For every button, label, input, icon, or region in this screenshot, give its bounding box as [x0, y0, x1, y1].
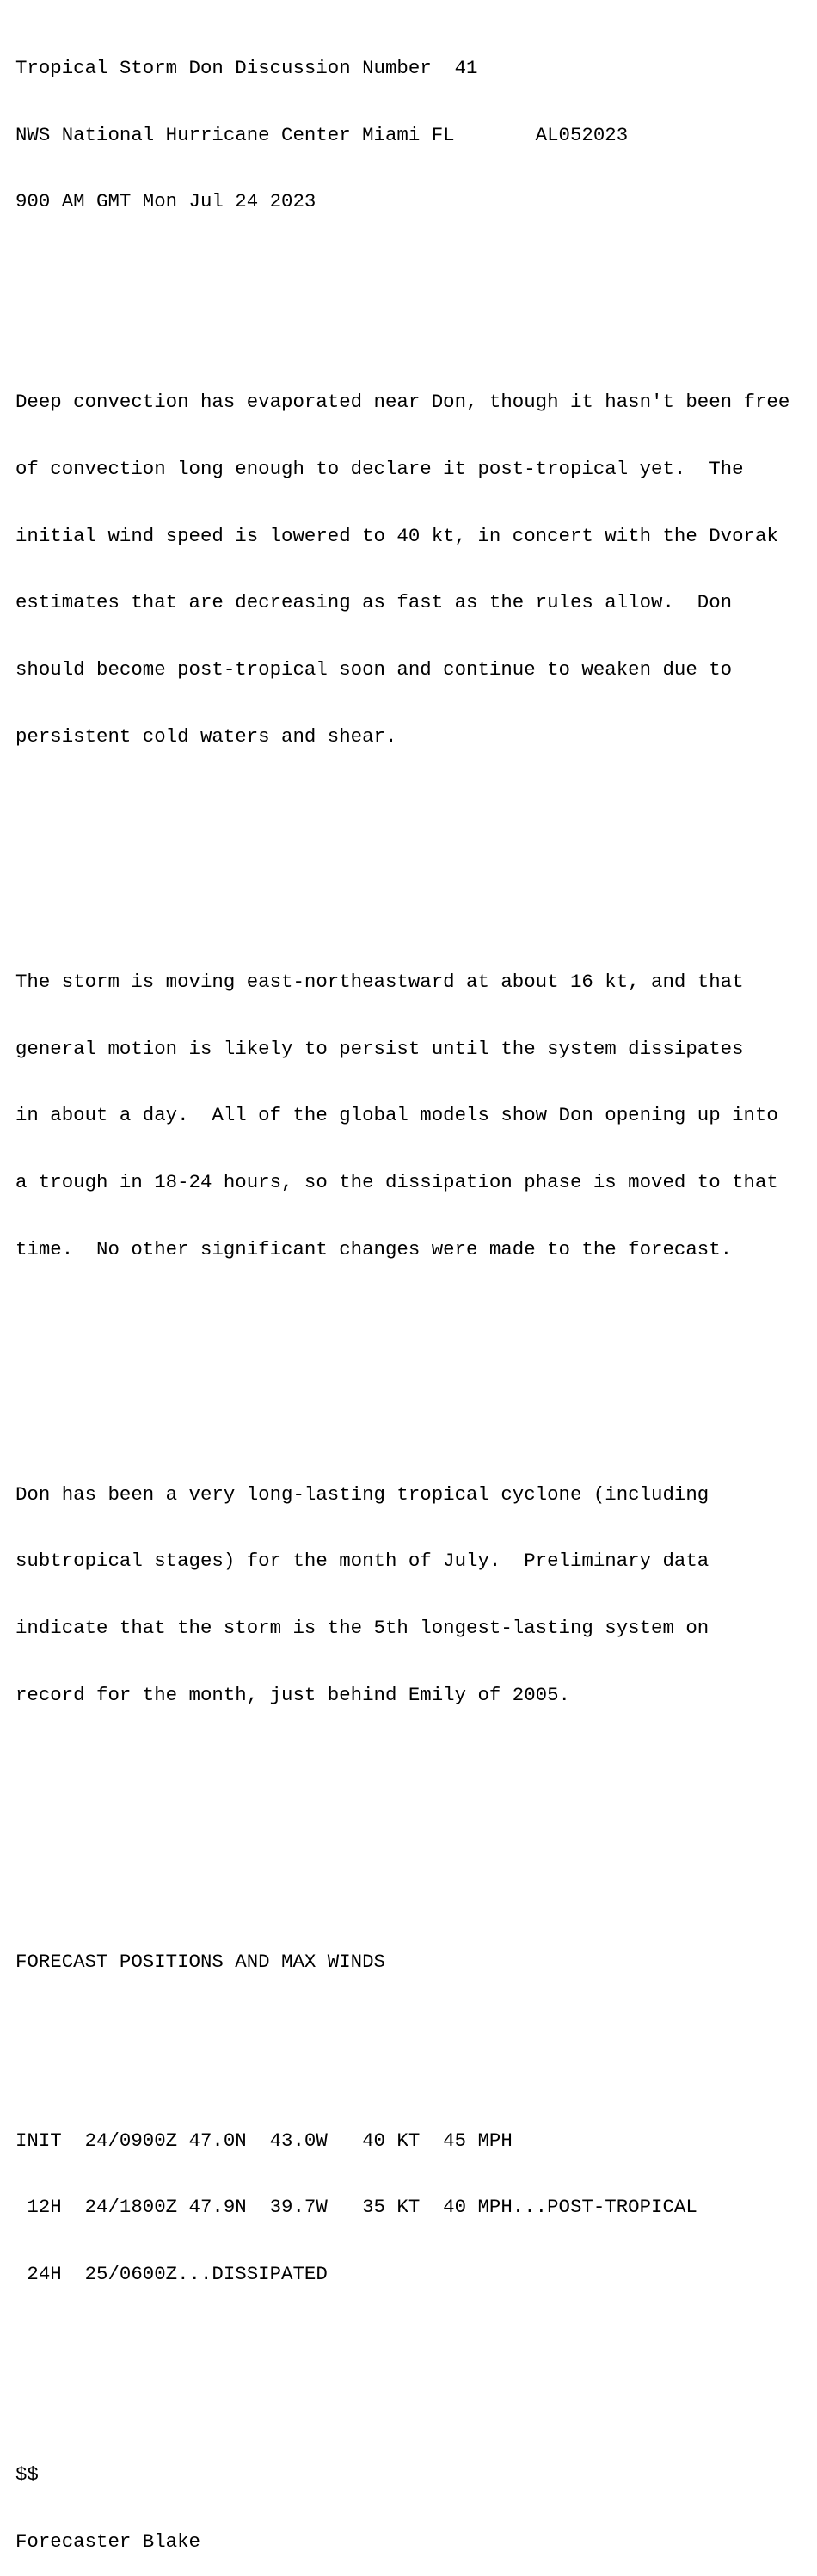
spacer: [15, 258, 789, 280]
paragraph-line: The storm is moving east-northeastward at about 16 kt, and that: [15, 970, 744, 993]
paragraph-2: [15, 927, 789, 1305]
paragraph-line: general motion is likely to persist until the system dissipates: [15, 1037, 744, 1060]
forecast-heading: FORECAST POSITIONS AND MAX WINDS: [15, 1950, 385, 1974]
paragraph-line: should become post-tropical soon and continue to weaken due to: [15, 658, 733, 681]
spacer: [15, 1796, 789, 1818]
spacer: [15, 837, 789, 860]
paragraph-3: [15, 1439, 789, 1752]
paragraph-1: [15, 348, 789, 793]
paragraph-line: time. No other significant changes were made to the forecast.: [15, 1237, 733, 1260]
forecast-row: 24H 25/0600Z...DISSIPATED: [15, 2263, 328, 2286]
forecaster-signature: Forecaster Blake: [15, 2530, 200, 2553]
paragraph-line: indicate that the storm is the 5th longest-lasting system on: [15, 1616, 710, 1639]
paragraph-line: persistent cold waters and shear.: [15, 724, 397, 748]
paragraph-line: estimates that are decreasing as fast as the rules allow. Don: [15, 591, 733, 614]
forecast-row: INIT 24/0900Z 47.0N 43.0W 40 KT 45 MPH: [15, 2129, 513, 2152]
paragraph-line: Deep convection has evaporated near Don, though it hasn't been free: [15, 391, 790, 414]
end-marker: $$: [15, 2463, 39, 2487]
paragraph-line: subtropical stages) for the month of July. Preliminary data: [15, 1550, 710, 1573]
paragraph-line: a trough in 18-24 hours, so the dissipation phase is moved to that: [15, 1170, 778, 1193]
paragraph-line: in about a day. All of the global models show Don opening up into: [15, 1104, 778, 1127]
spacer: [15, 2018, 789, 2041]
paragraph-line: of convection long enough to declare it post-tropical yet. The: [15, 458, 744, 481]
discussion-text: [15, 13, 789, 2576]
paragraph-line: initial wind speed is lowered to 40 kt, in concert with the Dvorak: [15, 524, 778, 547]
discussion-title: Tropical Storm Don Discussion Number 41: [15, 56, 478, 79]
issue-time: 900 AM GMT Mon Jul 24 2023: [15, 190, 316, 213]
paragraph-line: Don has been a very long-lasting tropical cyclone (including: [15, 1482, 710, 1506]
spacer: [15, 1350, 789, 1372]
issuing-office: NWS National Hurricane Center Miami FL AL052023: [15, 123, 629, 146]
paragraph-line: record for the month, just behind Emily of 2005.: [15, 1683, 570, 1706]
spacer: [15, 1863, 789, 1885]
forecast-row: 12H 24/1800Z 47.9N 39.7W 35 KT 40 MPH...POST-TROPICAL: [15, 2196, 697, 2219]
forecast-table: [15, 2086, 789, 2331]
spacer: [15, 2376, 789, 2398]
